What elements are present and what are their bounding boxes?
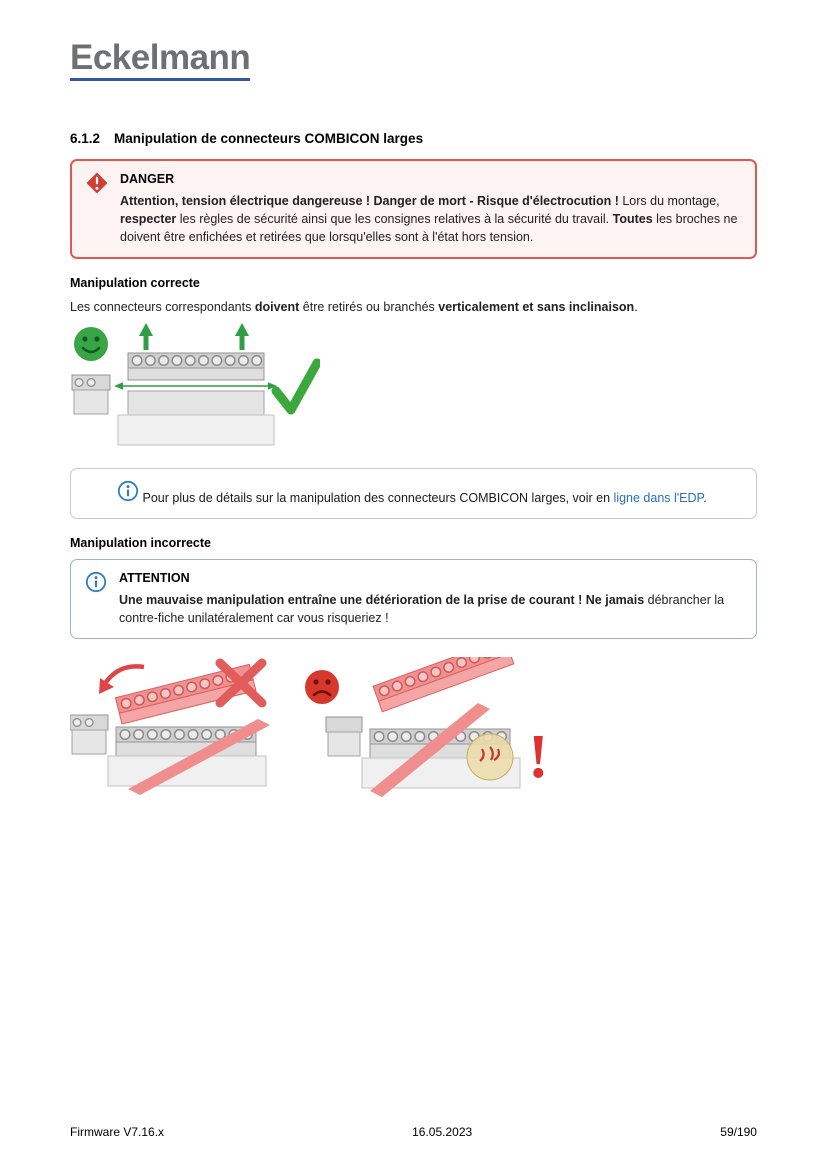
connector-plug (128, 353, 264, 380)
info-icon (117, 491, 142, 505)
exclamation-mark: ! (528, 723, 549, 792)
damaged-pins-highlight (467, 734, 513, 780)
danger-diamond-icon (86, 172, 108, 194)
tilted-plug (373, 657, 514, 712)
correct-handling-heading: Manipulation correcte (70, 276, 200, 291)
danger-bold-2: respecter (120, 212, 177, 227)
attention-text-1: débrancher la contre-fiche unilatéralement car vous risqueriez ! (119, 593, 725, 626)
section-number: 6.1.2 (70, 131, 101, 146)
danger-box (70, 159, 757, 259)
incorrect-left-panel (70, 663, 270, 795)
incorrect-handling-illustration (70, 657, 555, 799)
correct-bold-1: doivent (254, 300, 300, 315)
logo-underline (70, 78, 250, 81)
logo-text: Eckelmann (70, 38, 251, 77)
danger-text-2: les règles de sécurité ainsi que les consignes relatives à la sécurité du travail. (176, 212, 613, 227)
footer-page-number: 59/190 (720, 1125, 757, 1139)
rotate-arrow-icon (99, 667, 144, 695)
info-note-box (70, 468, 757, 520)
danger-text (120, 192, 739, 246)
page-content (70, 131, 757, 799)
incorrect-handling-heading: Manipulation incorrecte (70, 536, 211, 550)
edp-link[interactable]: ligne dans l'EDP (613, 490, 704, 505)
correct-text-1: Les connecteurs correspondants (70, 300, 255, 315)
correct-handling-text (70, 298, 757, 316)
correct-text-2: être retirés ou branchés (299, 300, 439, 315)
eckelmann-logo (70, 40, 250, 81)
attention-bold-1: Une mauvaise manipulation entraîne une détérioration de la prise de courant ! Ne jamais (119, 593, 645, 607)
level-arrow (114, 382, 277, 390)
danger-bold-lead: Attention, tension électrique dangereuse ! Danger de mort - Risque d'électrocution ! (120, 194, 619, 208)
correct-bold-2: verticalement et sans inclinaison (438, 300, 635, 315)
note-text-2: . (703, 490, 707, 505)
side-connector (72, 375, 110, 414)
incorrect-right-panel (305, 657, 549, 797)
correct-handling-illustration (70, 323, 320, 455)
attention-info-icon (85, 571, 107, 593)
up-arrow-icons (139, 323, 249, 350)
note-text-1: Pour plus de détails sur la manipulation des connecteurs COMBICON larges, voir en (142, 490, 614, 505)
attention-box (70, 559, 757, 639)
correct-text-3: . (634, 300, 638, 315)
page-footer (70, 1125, 757, 1139)
danger-bold-3: Toutes (612, 212, 653, 227)
danger-title: DANGER (120, 172, 175, 186)
sad-face-icon (305, 670, 339, 704)
happy-face-icon (74, 327, 108, 361)
checkmark-icon (276, 363, 317, 410)
attention-title: ATTENTION (119, 571, 190, 585)
section-heading (70, 131, 757, 146)
section-title: Manipulation de connecteurs COMBICON larges (114, 131, 424, 146)
danger-text-1: Lors du montage, (618, 194, 720, 208)
footer-firmware: Firmware V7.16.x (70, 1125, 165, 1139)
footer-date: 16.05.2023 (412, 1125, 473, 1139)
connector-base (118, 391, 274, 445)
attention-text (119, 591, 740, 627)
danger-text-3: les broches ne doivent être enfichées et retirées que lorsqu'elles sont à l'état hors tension. (120, 212, 738, 245)
